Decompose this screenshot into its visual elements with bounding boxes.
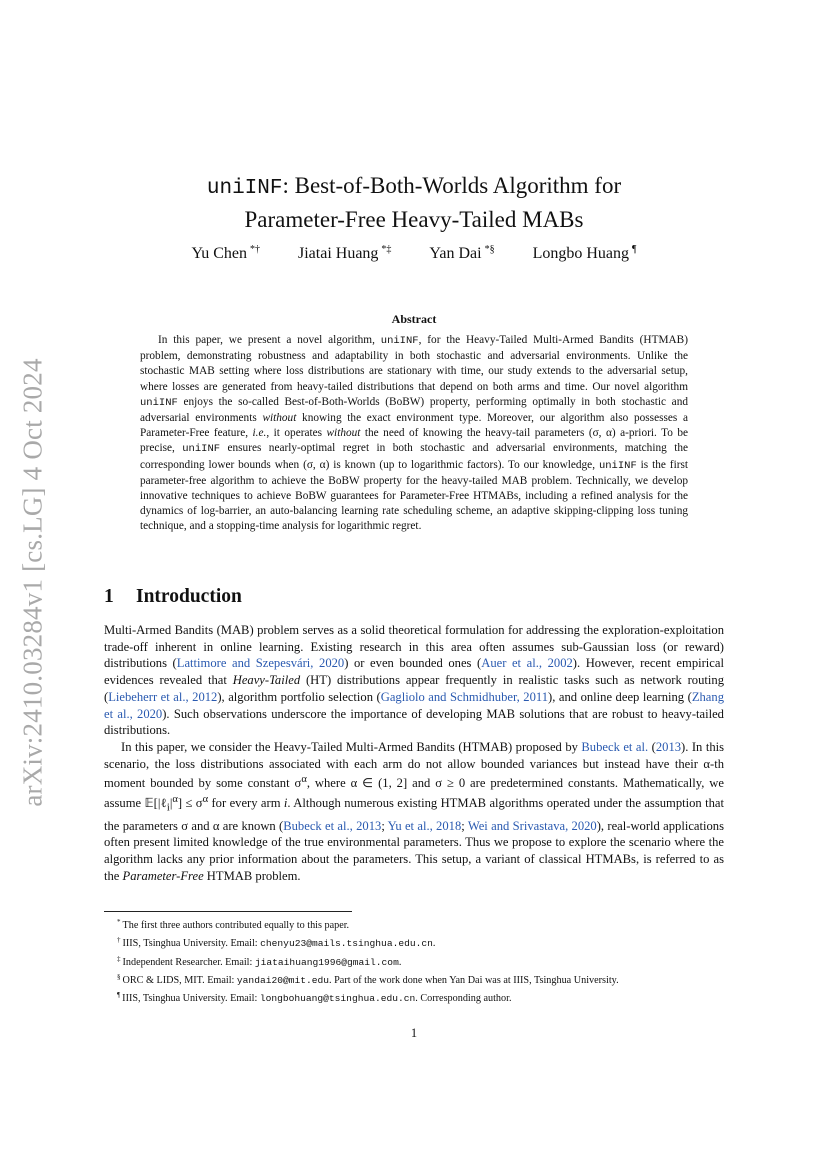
abstract-text: In this paper, we present a novel algorithm, uniINF, for the Heavy-Tailed Multi-Armed Bandits (HTMAB) problem, demonstrating robustness and adaptability in both stochastic and adversarial environments. Unlike the stochastic MAB setting where loss distributions are stationary with time, our study extends to the adversarial setup, where losses are generated from heavy-tailed distributions that depend on both arms and time. Our novel algorithm uniINF enjoys the so-called Best-of-Both-Worlds (BoBW) property, performing optimally in both stochastic and adversarial environments without knowing the exact environment type. Moreover, our algorithm also possesses a Parameter-Free feature, i.e., it operates without the need of knowing the heavy-tail parameters (σ, α) a-priori. To be precise, uniINF ensures nearly-optimal regret in both stochastic and adversarial environments, matching the corresponding lower bounds when (σ, α) is known (up to logarithmic factors). To our knowledge, uniINF is the first parameter-free algorithm to achieve the BoBW property for the heavy-tailed MAB problem. Technically, we develop innovative techniques to achieve BoBW guarantees for Parameter-Free HTMABs, including a refined analysis for the dynamics of log-barrier, an auto-balancing learning rate scheduling scheme, an adaptive skipping-clipping loss tuning technique, and a stopping-time analysis for logarithmic regret. [140,334,688,533]
citation-link[interactable]: Gagliolo and Schmidhuber, 2011 [380,689,549,704]
section-heading [104,586,242,608]
footnote: ‡ Independent Researcher. Email: jiataihuang1996@gmail.com. [117,954,402,968]
citation-link[interactable]: Yu et al., 2018 [387,818,462,833]
footnote: ¶ IIIS, Tsinghua University. Email: longbohuang@tsinghua.edu.cn. Corresponding author. [117,991,512,1005]
email: jiataihuang1996@gmail.com [254,956,399,968]
email: longbohuang@tsinghua.edu.cn [259,993,416,1005]
footnote: * The first three authors contributed equally to this paper. [117,918,350,931]
citation-link[interactable]: Bubeck et al., 2013 [283,818,382,833]
footnote: § ORC & LIDS, MIT. Email: yandai20@mit.edu. Part of the work done when Yan Dai was at IIIS, Tsinghua University. [117,972,619,986]
paper-title [104,170,724,235]
citation-link[interactable]: Zhang et al., 2020 [104,689,724,721]
author: Yan Dai *§ [429,244,495,262]
author: Yu Chen *† [191,244,260,262]
email: yandai20@mit.edu [236,974,330,986]
page-number: 1 [410,1026,418,1040]
arxiv-identifier: arXiv:2410.03284v1 [cs.LG] 4 Oct 2024 [17,358,48,807]
introduction-body [104,622,724,884]
citation-link[interactable]: 2013 [655,739,682,754]
citation-link[interactable]: Lattimore and Szepesvári, 2020 [176,656,345,671]
title-line1: : Best-of-Both-Worlds Algorithm for [282,173,622,198]
footnote-divider [104,911,352,912]
author: Longbo Huang ¶ [532,244,637,262]
paragraph: Multi-Armed Bandits (MAB) problem serves as a solid theoretical formulation for addressing the exploration-exploitation trade-off inherent in online learning. Existing research in this area often assumes sub-Gaussian loss (or reward) distributions (Lattimore and Szepesvári, 2020) or even bounded ones (Auer et al., 2002). However, recent empirical evidences revealed that Heavy-Tailed (HT) distributions appear frequently in realistic tasks such as network routing (Liebeherr et al., 2012), algorithm portfolio selection (Gagliolo and Schmidhuber, 2011), and online deep learning (Zhang et al., 2020). Such observations underscore the importance of developing MAB solutions that are robust to heavy-tailed distributions. [104,623,724,738]
email: chenyu23@mails.tsinghua.edu.cn [260,938,433,950]
arxiv-side-stamp [18,345,48,820]
footnote: † IIIS, Tsinghua University. Email: chenyu23@mails.tsinghua.edu.cn. [117,936,436,950]
citation-link[interactable]: Auer et al., 2002 [481,656,573,671]
title-line2: Parameter-Free Heavy-Tailed MABs [244,207,584,232]
author-list [104,244,724,263]
section-title: Introduction [136,586,242,607]
citation-link[interactable]: Liebeherr et al., 2012 [108,689,218,704]
section-number: 1 [104,586,114,607]
author: Jiatai Huang *‡ [298,244,392,262]
title-algorithm-name: uniINF [206,177,283,200]
paragraph: In this paper, we consider the Heavy-Tailed Multi-Armed Bandits (HTMAB) proposed by Bubeck et al. (2013). In this scenario, the loss distributions associated with each arm do not allow bounded variances but instead have their α-th moment bounded by some constant $\sigma^\alpha$, where α ∈ (1, 2] and σ ≥ 0 are predetermined constants. Mathematically, we assume $𝔼[|\ell_i|^\alpha] \le \sigma^\alpha$ for every arm i. Although numerous existing HTMAB algorithms operated under the assumption that the parameters σ and α are known (Bubeck et al., 2013; Yu et al., 2018; Wei and Srivastava, 2020), real-world applications often present limited knowledge of the true environmental parameters. Thus we propose to explore the scenario where the algorithm lacks any prior information about the parameters. This setup, a variant of classical HTMABs, is referred to as the Parameter-Free HTMAB problem. [104,739,725,883]
footnotes [104,915,744,1006]
abstract-heading: Abstract [391,312,437,326]
citation-link[interactable]: Wei and Srivastava, 2020 [467,818,597,833]
citation-link[interactable]: Bubeck et al. [581,739,649,754]
